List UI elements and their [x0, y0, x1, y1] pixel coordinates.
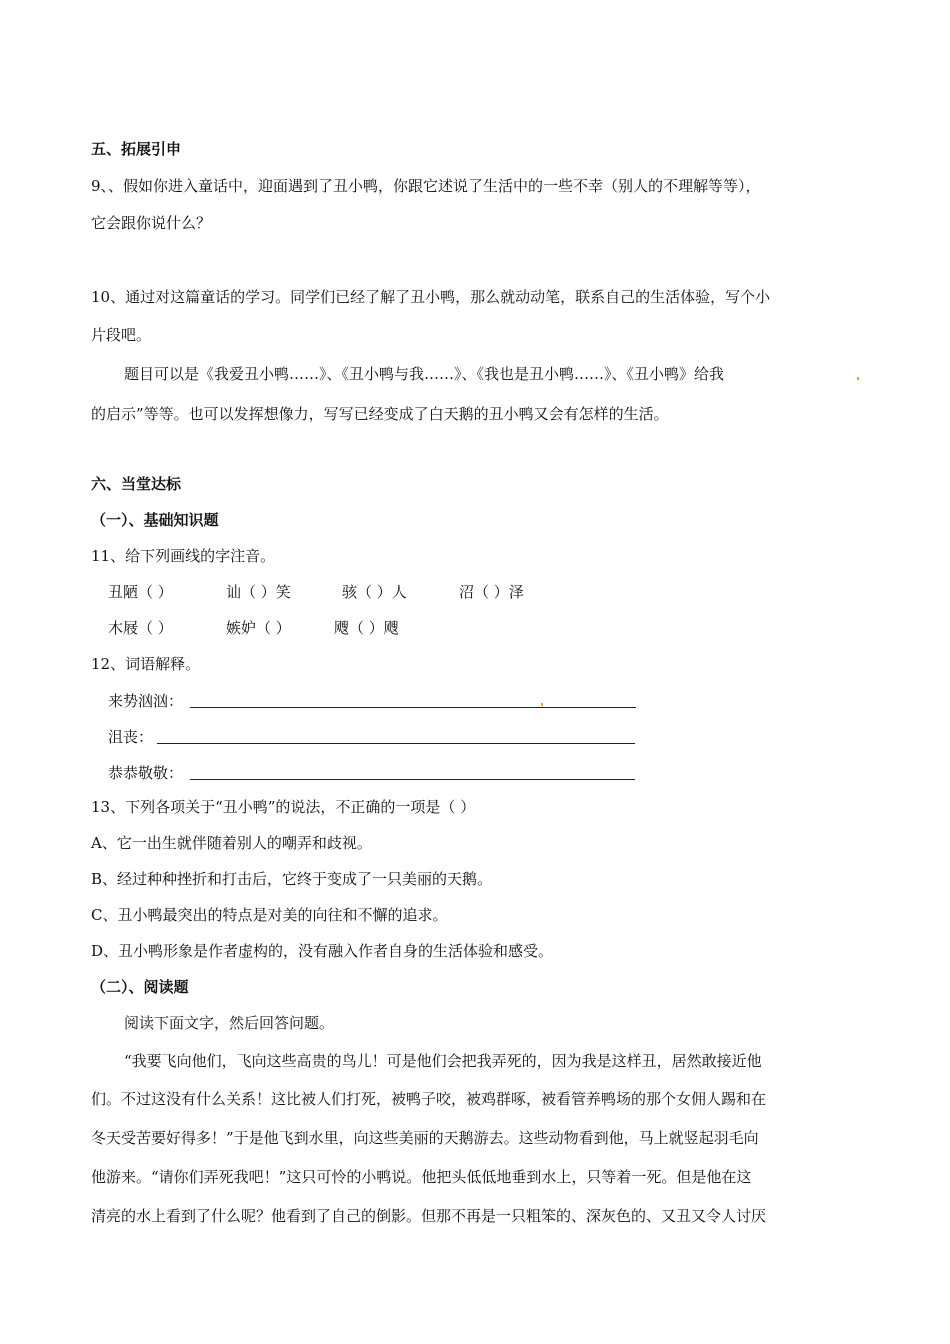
definition-label: 沮丧： [108, 728, 154, 746]
scan-dot-mark [541, 703, 543, 706]
pinyin-item: 讪（ ）笑 [226, 583, 291, 601]
subsection-reading: （二）、阅读题 [91, 978, 189, 996]
option-d: D、丑小鸭形象是作者虚构的，没有融入作者自身的生活体验和感受。 [91, 942, 554, 960]
question-9-line-1: 9、、假如你进入童话中，迎面遇到了丑小鸭，你跟它述说了生活中的一些不幸（别人的不理解等等）， [91, 177, 761, 195]
definition-label: 来势汹汹： [108, 692, 184, 710]
passage-line: 冬天受苦要好得多！”于是他飞到水里，向这些美丽的天鹅游去。这些动物看到他，马上就竖起羽毛向 [91, 1129, 759, 1147]
pinyin-item: 嫉妒（ ） [226, 619, 291, 637]
question-9-line-2: 它会跟你说什么？ [91, 214, 212, 232]
section-6-heading: 六、当堂达标 [91, 475, 182, 493]
question-12: 12、词语解释。 [91, 655, 201, 673]
question-13: 13、下列各项关于“丑小鸭”的说法，不正确的一项是（ ） [91, 798, 476, 816]
question-10-line-2: 片段吧。 [91, 326, 152, 344]
scan-dot-mark [857, 377, 859, 380]
pinyin-item: 丑陋（ ） [108, 583, 173, 601]
passage-line: “我要飞向他们，飞向这些高贵的鸟儿！可是他们会把我弄死的，因为我是这样丑，居然敢接近他 [124, 1052, 762, 1070]
passage-line: 清亮的水上看到了什么呢？他看到了自己的倒影。但那不再是一只粗笨的、深灰色的、又丑又令人讨厌 [91, 1207, 767, 1225]
question-10-line-3: 题目可以是《我爱丑小鸭……》、《丑小鸭与我……》、《我也是丑小鸭……》、《丑小鸭》给我 [124, 365, 725, 383]
option-b: B、经过种种挫折和打击后，它终于变成了一只美丽的天鹅。 [91, 870, 493, 888]
answer-blank-line[interactable] [157, 743, 635, 744]
pinyin-item: 骇（ ）人 [342, 583, 407, 601]
answer-blank-line[interactable] [190, 707, 636, 708]
reading-intro: 阅读下面文字，然后回答问题。 [124, 1014, 335, 1032]
section-5-heading: 五、拓展引申 [91, 140, 182, 158]
question-11: 11、给下列画线的字注音。 [91, 547, 276, 565]
definition-label: 恭恭敬敬： [108, 764, 184, 782]
pinyin-item: 木屐（ ） [108, 619, 173, 637]
question-10-line-1: 10、通过对这篇童话的学习。同学们已经了解了丑小鸭，那么就动动笔，联系自己的生活体验，写个小 [91, 288, 771, 306]
option-c: C、丑小鸭最突出的特点是对美的向往和不懈的追求。 [91, 906, 448, 924]
passage-line: 们。不过这没有什么关系！这比被人们打死，被鸭子咬，被鸡群啄，被看管养鸭场的那个女佣人踢和在 [91, 1090, 767, 1108]
question-10-line-4: 的启示”等等。也可以发挥想像力，写写已经变成了白天鹅的丑小鸭又会有怎样的生活。 [91, 405, 669, 423]
pinyin-item: 飕（ ）飕 [334, 619, 399, 637]
option-a: A、它一出生就伴随着别人的嘲弄和歧视。 [91, 834, 372, 852]
pinyin-item: 沼（ ）泽 [459, 583, 524, 601]
answer-blank-line[interactable] [190, 779, 635, 780]
subsection-basic-knowledge: （一）、基础知识题 [91, 511, 219, 529]
passage-line: 他游来。“请你们弄死我吧！”这只可怜的小鸭说。他把头低低地垂到水上，只等着一死。但是他在这 [91, 1168, 752, 1186]
